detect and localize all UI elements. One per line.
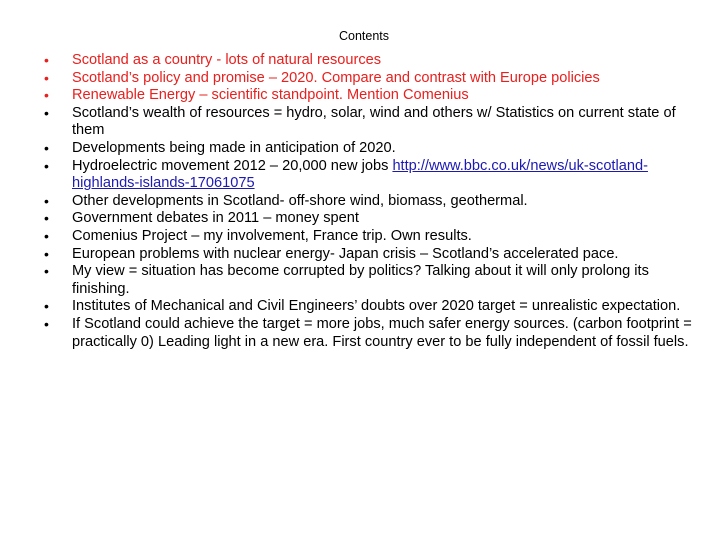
list-item-text: Renewable Energy – scientific standpoint. Mention Comenius: [72, 87, 469, 104]
bullet-icon: •: [44, 227, 49, 244]
bullet-icon: •: [44, 104, 49, 121]
list-item-hydroelectric: [44, 158, 694, 193]
list-item-text: Scotland as a country - lots of natural resources: [72, 52, 382, 68]
list-item-engineers-doubts: [44, 298, 694, 316]
bullet-icon: •: [44, 245, 49, 262]
bullet-icon: •: [44, 87, 49, 104]
list-item-comenius-project: [44, 228, 694, 246]
list-item-text: European problems with nuclear energy- Japan crisis – Scotland’s accelerated pace.: [72, 245, 619, 262]
list-item-text: Developments being made in anticipation of 2020.: [72, 139, 396, 156]
list-item-developments: [44, 140, 694, 158]
list-item-other-developments: [44, 193, 694, 211]
bullet-icon: •: [44, 263, 49, 280]
list-item-text: Government debates in 2011 – money spent: [72, 210, 359, 227]
list-item-my-view: [44, 263, 694, 298]
bullet-icon: •: [44, 210, 49, 227]
list-item-wealth-of-resources: [44, 105, 694, 140]
list-item-text: Hydroelectric movement 2012 – 20,000 new jobs: [72, 157, 393, 174]
bullet-icon: •: [44, 52, 49, 68]
list-item-achieve-target: [44, 316, 694, 351]
list-item-text: Scotland’s policy and promise – 2020. Compare and contrast with Europe policies: [72, 69, 600, 86]
list-item-renewable-energy: [44, 87, 694, 105]
bullet-icon: •: [44, 157, 49, 174]
bullet-icon: •: [44, 69, 49, 86]
bullet-icon: •: [44, 315, 49, 332]
contents-list: [44, 52, 694, 351]
bullet-icon: •: [44, 139, 49, 156]
list-item-policy-promise: [44, 70, 694, 88]
list-item-natural-resources: [44, 52, 694, 70]
slide-title: Contents: [338, 29, 390, 43]
bullet-icon: •: [44, 298, 49, 315]
bbc-news-link[interactable]: http://www.bbc.co.uk/news/uk-scotland-highlands-islands-17061075: [72, 157, 648, 192]
bullet-icon: •: [44, 192, 49, 209]
list-item-text: If Scotland could achieve the target = more jobs, much safer energy sources. (carbon footprint = practically 0) Leading light in a new era. First country ever to be fully independent of fossil fuels.: [72, 315, 692, 350]
list-item-nuclear-problems: [44, 246, 694, 264]
list-item-text: Scotland’s wealth of resources = hydro, solar, wind and others w/ Statistics on current state of them: [72, 104, 676, 139]
list-item-government-debates: [44, 210, 694, 228]
list-item-text: Comenius Project – my involvement, France trip. Own results.: [72, 227, 472, 244]
list-item-text: Institutes of Mechanical and Civil Engineers’ doubts over 2020 target = unrealistic expectation.: [72, 298, 681, 315]
list-item-text: My view = situation has become corrupted by politics? Talking about it will only prolong its finishing.: [72, 263, 649, 297]
list-item-text: Other developments in Scotland- off-shore wind, biomass, geothermal.: [72, 192, 528, 209]
